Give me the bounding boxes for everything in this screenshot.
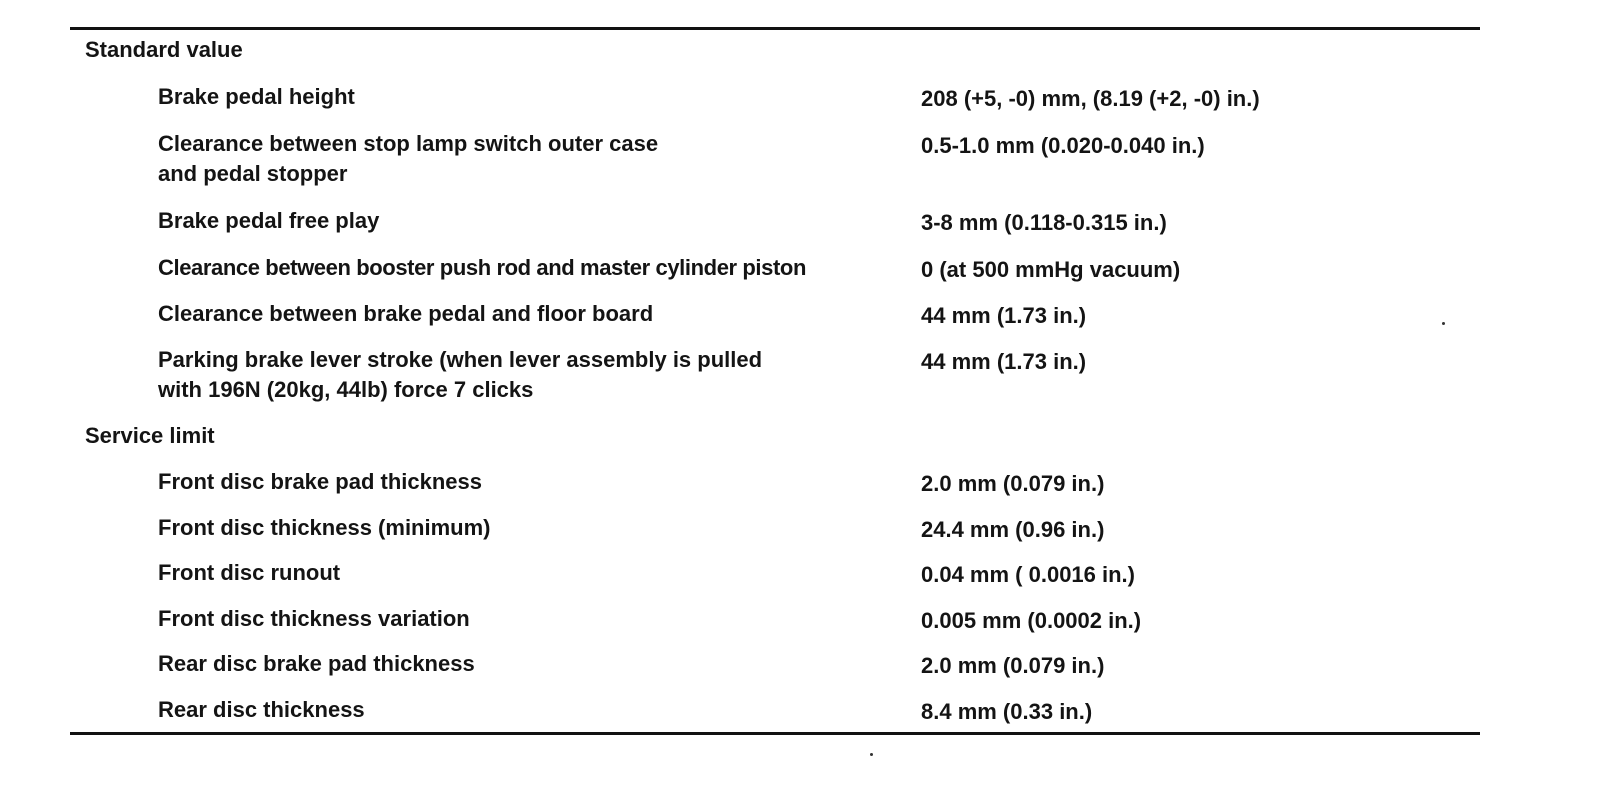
spec-value: 2.0 mm (0.079 in.) <box>921 653 1105 678</box>
spec-label: Front disc brake pad thickness <box>158 469 482 494</box>
spec-label: Front disc thickness (minimum) <box>158 515 491 540</box>
spec-label: Clearance between booster push rod and master cylinder piston <box>158 255 806 280</box>
spec-value: 0.04 mm ( 0.0016 in.) <box>921 562 1135 587</box>
spec-value: 0.5-1.0 mm (0.020-0.040 in.) <box>921 133 1205 158</box>
spec-value: 0 (at 500 mmHg vacuum) <box>921 257 1181 282</box>
section-heading-standard-value: Standard value <box>85 37 243 62</box>
spec-label: Clearance between brake pedal and floor board <box>158 301 654 326</box>
spec-label: Rear disc brake pad thickness <box>158 651 475 676</box>
scan-speck <box>1442 322 1445 325</box>
spec-label: Parking brake lever stroke (when lever assembly is pulled with 196N (20kg, 44lb) force 7 clicks <box>158 347 763 402</box>
spec-value: 3-8 mm (0.118-0.315 in.) <box>921 210 1167 235</box>
spec-value: 24.4 mm (0.96 in.) <box>921 517 1105 542</box>
spec-label: Rear disc thickness <box>158 697 365 722</box>
section-heading-service-limit: Service limit <box>85 423 215 448</box>
spec-label: Clearance between stop lamp switch outer case and pedal stopper <box>158 131 659 186</box>
spec-value: 8.4 mm (0.33 in.) <box>921 699 1093 724</box>
spec-value: 44 mm (1.73 in.) <box>921 303 1087 328</box>
bottom-rule <box>70 732 1480 735</box>
spec-label: Brake pedal height <box>158 84 355 109</box>
spec-label: Brake pedal free play <box>158 208 380 233</box>
spec-value: 44 mm (1.73 in.) <box>921 349 1087 374</box>
spec-value: 2.0 mm (0.079 in.) <box>921 471 1105 496</box>
spec-label: Front disc thickness variation <box>158 606 470 631</box>
spec-label: Front disc runout <box>158 560 341 585</box>
top-rule <box>70 27 1480 30</box>
spec-value: 0.005 mm (0.0002 in.) <box>921 608 1142 633</box>
spec-value: 208 (+5, -0) mm, (8.19 (+2, -0) in.) <box>921 86 1260 111</box>
scan-speck <box>870 753 873 756</box>
